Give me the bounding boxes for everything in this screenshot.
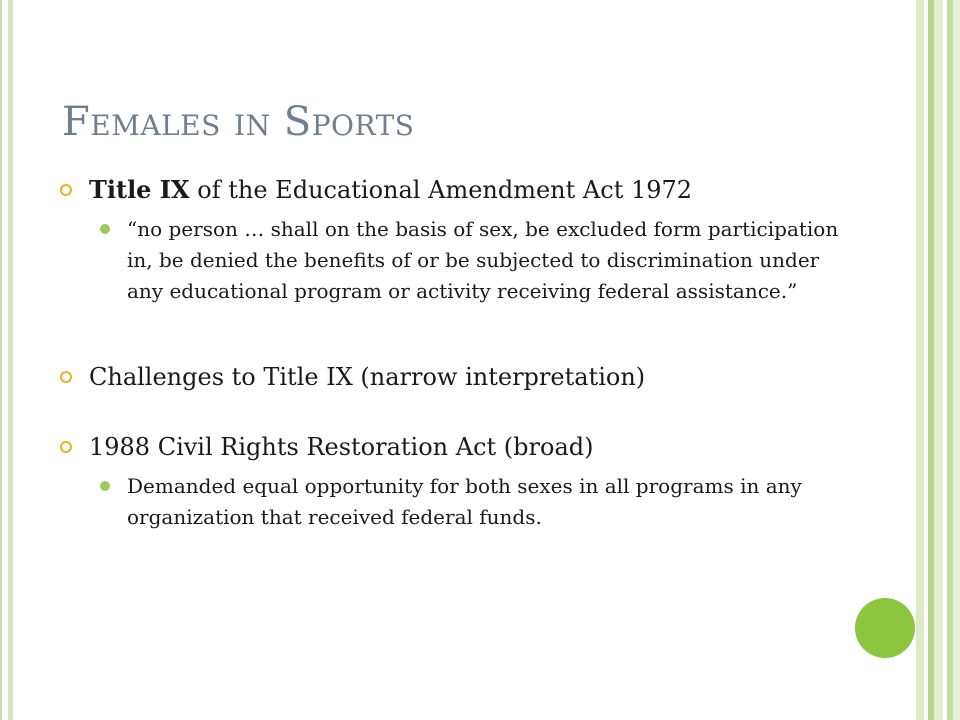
sub-bullet-demanded: [127, 471, 840, 533]
bullet-bold-text: Title IX: [89, 175, 190, 204]
bullet-challenges: [60, 361, 840, 393]
slide-title: Females in Sports: [62, 99, 415, 145]
ring-bullet-icon: [60, 184, 72, 196]
bullet-restoration-act: [60, 431, 840, 463]
ring-bullet-icon: [60, 371, 72, 383]
left-frame-strip: [0, 0, 2, 720]
right-frame-band: [916, 0, 960, 720]
sub-bullet-text: “no person … shall on the basis of sex, be excluded form participation in, be denied the benefits of or be subjected to discrimination under any educational program or activity receiving federal assistance.”: [127, 217, 839, 303]
ring-bullet-icon: [60, 441, 72, 453]
slide-content: [60, 174, 840, 533]
dot-bullet-icon: [100, 481, 110, 491]
accent-circle: [855, 598, 915, 658]
dot-bullet-icon: [100, 224, 110, 234]
bullet-text: Challenges to Title IX (narrow interpretation): [89, 363, 646, 391]
sub-bullet-quote: [127, 214, 840, 307]
bullet-text: 1988 Civil Rights Restoration Act (broad): [89, 433, 594, 461]
bullet-text: of the Educational Amendment Act 1972: [189, 176, 693, 204]
left-frame-strip-inner: [8, 0, 13, 720]
sub-bullet-text: Demanded equal opportunity for both sexes in all programs in any organization that received federal funds.: [127, 474, 802, 529]
bullet-title-ix: [60, 174, 840, 206]
